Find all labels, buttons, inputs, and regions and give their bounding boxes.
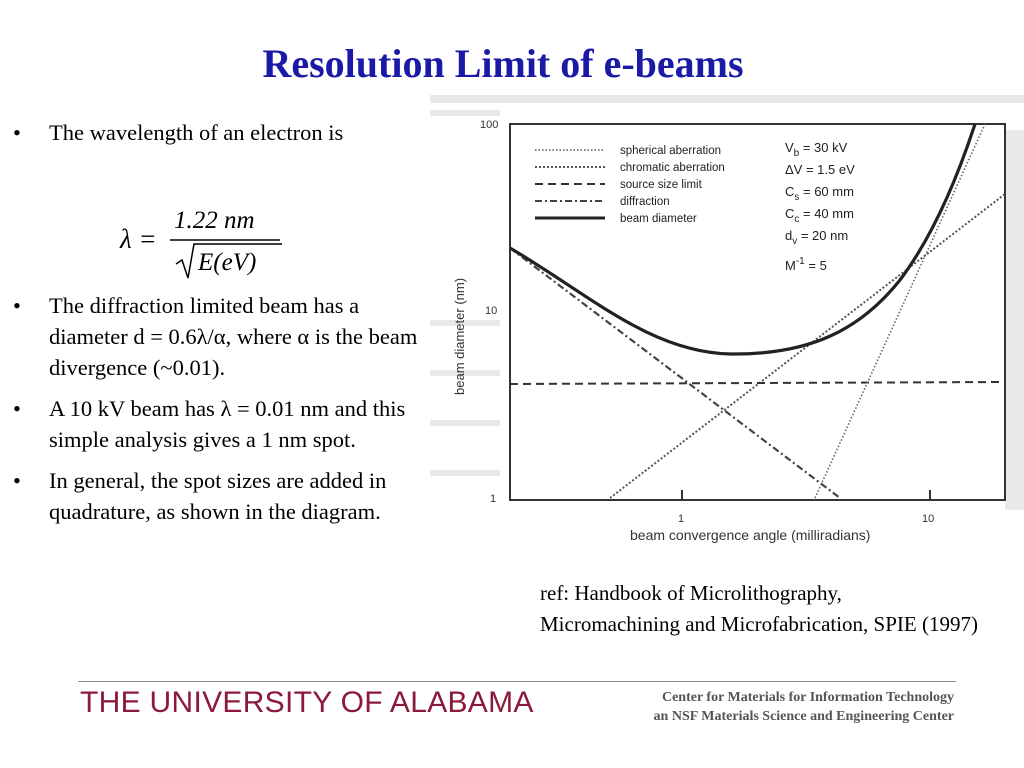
param-symbol: C xyxy=(785,184,795,199)
bullet-text: A 10 kV beam has λ = 0.01 nm and this simple analysis gives a 1 nm spot. xyxy=(49,396,406,452)
legend-entry: beam diameter xyxy=(620,213,697,225)
param-value: = 1.5 eV xyxy=(802,162,855,177)
y-axis-label: beam diameter (nm) xyxy=(452,277,467,395)
param-symbol: d xyxy=(785,228,793,243)
reference-text: ref: Handbook of Microlithography, Micromachining and Microfabrication, SPIE (1997) xyxy=(540,581,978,636)
param-value: = 40 mm xyxy=(799,206,854,221)
param-symbol: M xyxy=(785,258,796,273)
slide-title: Resolution Limit of e-beams xyxy=(262,41,744,86)
bullet-text: The diffraction limited beam has a diameter d = 0.6λ/α, where α is the beam divergence (~0.01). xyxy=(49,293,418,380)
bullet-marker: • xyxy=(13,120,21,145)
bullet-marker: • xyxy=(13,468,21,493)
university-name: THE UNIVERSITY OF ALABAMA xyxy=(80,686,534,719)
param-value: = 60 mm xyxy=(799,184,854,199)
beam-diameter-plot xyxy=(430,90,1024,560)
y-tick-label: 1 xyxy=(490,493,497,505)
param-value: = 5 xyxy=(804,258,827,273)
param-subscript: c xyxy=(794,214,800,225)
param-row xyxy=(785,162,855,177)
x-tick-label: 10 xyxy=(922,513,935,525)
y-tick-label: 100 xyxy=(480,119,499,131)
bullet-item xyxy=(10,465,435,527)
center-info xyxy=(654,688,954,726)
bullet-item xyxy=(10,290,435,383)
x-tick-label: 1 xyxy=(678,513,685,525)
param-symbol: ΔV xyxy=(785,162,803,177)
formula-lhs: λ = xyxy=(120,224,157,254)
wavelength-formula xyxy=(120,200,320,290)
bullet-item xyxy=(10,117,435,148)
legend-entry: spherical aberration xyxy=(620,145,722,157)
bullet-text: In general, the spot sizes are added in quadrature, as shown in the diagram. xyxy=(49,468,387,524)
legend-entry: chromatic aberration xyxy=(620,162,725,174)
param-symbol: C xyxy=(785,206,795,221)
y-tick-label: 10 xyxy=(485,305,498,317)
center-line-2: an NSF Materials Science and Engineering Center xyxy=(653,709,954,724)
param-row xyxy=(785,256,827,273)
param-superscript: -1 xyxy=(795,256,805,267)
param-value: = 20 nm xyxy=(797,228,849,243)
x-axis-label: beam convergence angle (milliradians) xyxy=(630,527,871,543)
formula-numerator: 1.22 nm xyxy=(174,207,255,234)
param-subscript: s xyxy=(794,192,800,203)
legend-entry: diffraction xyxy=(620,196,670,208)
formula-graphic xyxy=(120,200,320,290)
legend-entry: source size limit xyxy=(620,179,702,191)
bullet-marker: • xyxy=(13,396,21,421)
param-subscript: b xyxy=(793,148,800,159)
param-subscript: v xyxy=(792,236,798,247)
param-value: = 30 kV xyxy=(799,140,848,155)
bullet-text: The wavelength of an electron is xyxy=(49,120,344,145)
param-symbol: V xyxy=(785,140,794,155)
bullet-list xyxy=(10,117,435,537)
bullet-marker: • xyxy=(13,293,21,318)
center-line-1: Center for Materials for Information Technology xyxy=(661,690,954,705)
bullet-item xyxy=(10,393,435,455)
footer-divider xyxy=(78,681,956,682)
formula-denominator: E(eV) xyxy=(198,249,257,276)
